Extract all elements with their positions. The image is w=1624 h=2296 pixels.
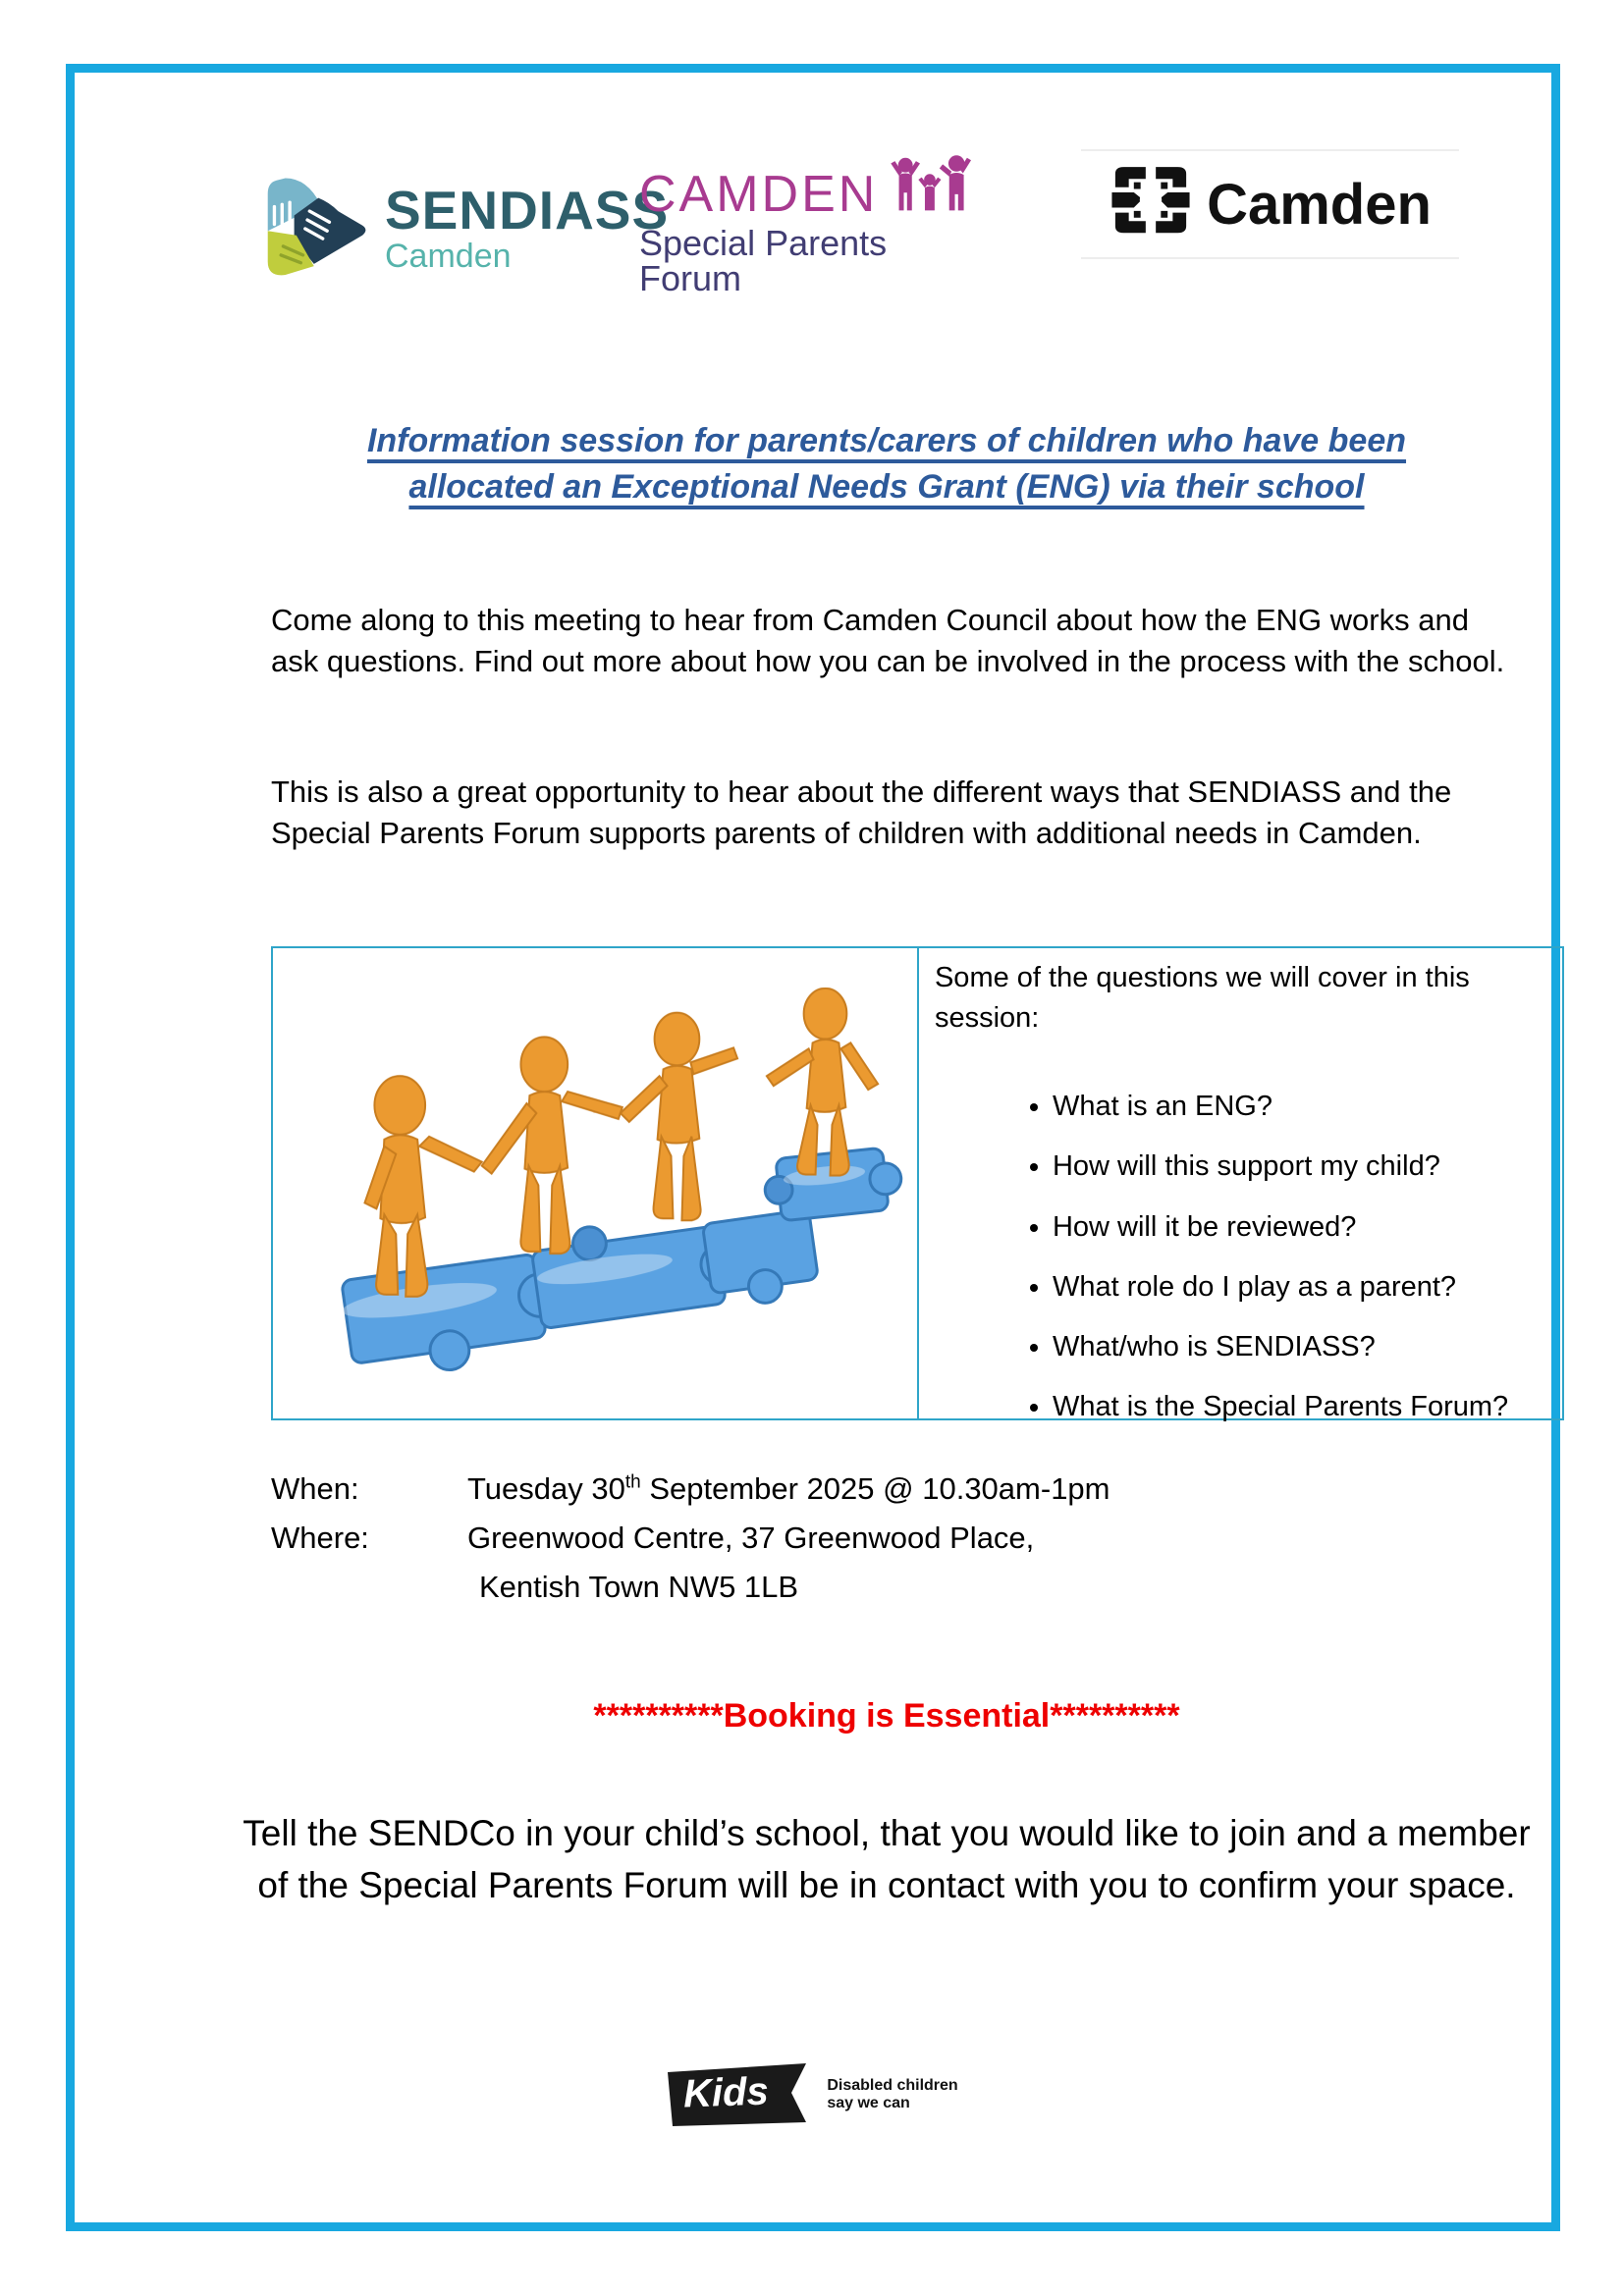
question-item-label: How will it be reviewed? xyxy=(1052,1210,1357,1243)
kids-tagline-line2: say we can xyxy=(827,2095,910,2111)
question-item xyxy=(1053,1329,1537,1364)
camden-council-label: Camden xyxy=(1207,172,1432,237)
question-item-label: What role do I play as a parent? xyxy=(1052,1270,1457,1303)
when-time: September 2025 @ 10.30am-1pm xyxy=(640,1471,1110,1506)
questions-text-panel xyxy=(917,948,1562,1423)
where-row-2 xyxy=(271,1563,1110,1612)
questions-box xyxy=(271,946,1564,1423)
title-line2: allocated an Exceptional Needs Grant (ENG) via their school xyxy=(408,467,1365,506)
booking-essential-banner: **********Booking is Essential********** xyxy=(593,1697,1180,1735)
kids-logo xyxy=(75,2063,1551,2126)
kids-tagline xyxy=(827,2077,957,2113)
teamwork-puzzle-illustration xyxy=(273,948,917,1418)
where-value-line2: Kentish Town NW5 1LB xyxy=(479,1570,799,1605)
sendiass-camden-label: Camden xyxy=(385,238,512,275)
when-row xyxy=(271,1465,1110,1514)
where-row xyxy=(271,1514,1110,1563)
opportunity-paragraph: This is also a great opportunity to hear about the different ways that SENDIASS and the Special Parents Forum supports parents of children with additional needs in Camden. xyxy=(271,774,1452,851)
question-item xyxy=(1053,1089,1537,1124)
questions-header: Some of the questions we will cover in this session: xyxy=(934,962,1470,1034)
where-label: Where: xyxy=(271,1521,369,1556)
question-item xyxy=(1053,1269,1537,1305)
question-item-label: How will this support my child? xyxy=(1052,1150,1440,1183)
where-label-spacer xyxy=(271,1563,467,1612)
title-line1: Information session for parents/carers of children who have been xyxy=(366,422,1407,459)
question-item xyxy=(1053,1209,1537,1245)
where-value-line1: Greenwood Centre, 37 Greenwood Place, xyxy=(467,1521,1035,1556)
kids-wordmark: Kids xyxy=(682,2069,770,2116)
question-item-label: What is an ENG? xyxy=(1052,1091,1272,1123)
camden-council-logo xyxy=(1081,149,1459,259)
special-parents-forum-logo xyxy=(639,149,973,296)
page-title xyxy=(239,418,1535,510)
logo-row xyxy=(75,149,1551,306)
sendiass-wordmark xyxy=(385,180,670,275)
kids-tagline-line1: Disabled children xyxy=(827,2076,958,2094)
closing-paragraph: Tell the SENDCo in your child’s school, that you would like to join and a member of the Special Parents Forum will be in contact with you to confirm your space. xyxy=(243,1813,1531,1905)
questions-list xyxy=(935,1089,1537,1425)
kids-flag-icon xyxy=(668,2063,815,2126)
camden-council-icon xyxy=(1109,165,1193,243)
question-item-label: What/who is SENDIASS? xyxy=(1052,1331,1376,1363)
sendiass-hands-icon xyxy=(261,171,371,287)
page-border xyxy=(66,64,1560,2231)
when-label: When: xyxy=(271,1471,359,1506)
sendiass-logo xyxy=(261,167,670,290)
when-value xyxy=(467,1465,1110,1514)
spf-camden-label: CAMDEN xyxy=(639,166,879,223)
question-item xyxy=(1053,1389,1537,1424)
spf-family-icon xyxy=(888,149,973,220)
spf-subtitle: Special Parents Forum xyxy=(639,223,888,298)
intro-paragraph: Come along to this meeting to hear from Camden Council about how the ENG works and ask questions. Find out more about how you can be involved in the process with the school. xyxy=(271,603,1505,679)
teamwork-puzzle-image xyxy=(283,954,907,1413)
question-item-label: What is the Special Parents Forum? xyxy=(1052,1391,1509,1423)
when-ordinal: th xyxy=(624,1471,641,1493)
question-item xyxy=(1053,1148,1537,1184)
sendiass-name: SENDIASS xyxy=(385,180,670,240)
when-date: Tuesday 30 xyxy=(467,1471,625,1506)
event-details xyxy=(271,1465,1110,1613)
